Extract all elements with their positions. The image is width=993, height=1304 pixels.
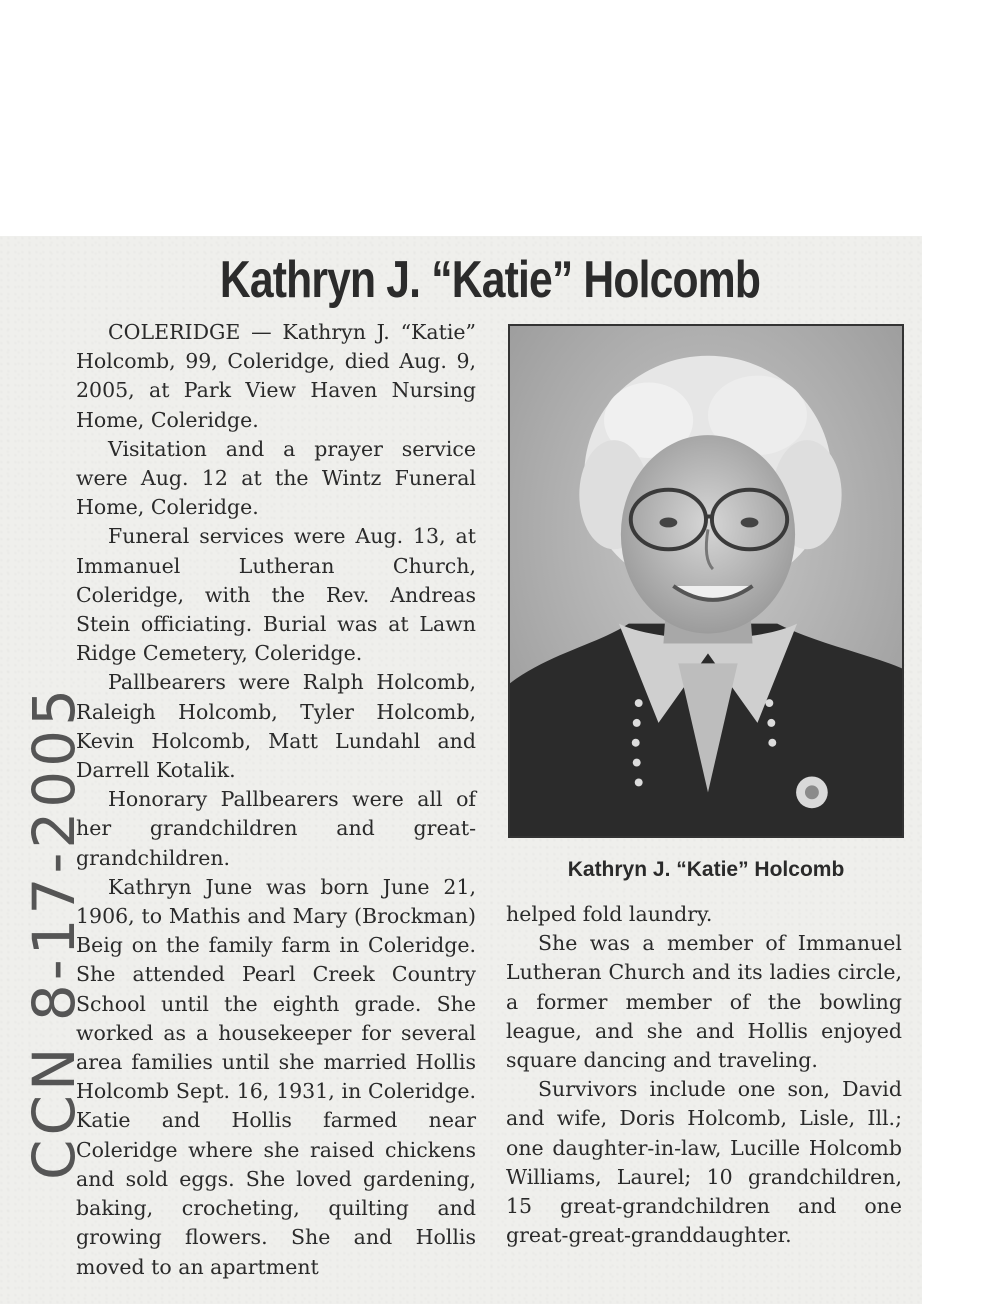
paragraph-funeral: Funeral services were Aug. 13, at Immanuel Lutheran Church, Coleridge, with the Rev. Andreas Stein officiating. Burial was at Lawn Ridge Cemetery, Coleridge. bbox=[76, 524, 476, 666]
handwritten-date-note: CCN 8-17-2005 bbox=[20, 685, 88, 1180]
right-column bbox=[506, 900, 902, 1250]
paragraph-survivors: Survivors include one son, David and wife, Doris Holcomb, Lisle, Ill.; one daughter-in-law, Lucille Holcomb Williams, Laurel; 10 grandchildren, 15 great-grandchildren and one great-great-granddaughter. bbox=[506, 1077, 902, 1248]
paragraph-memberships: She was a member of Immanuel Lutheran Church and its ladies circle, a former member of the bowling league, and she and Hollis enjoyed square dancing and traveling. bbox=[506, 931, 902, 1073]
left-column bbox=[76, 318, 476, 1282]
paragraph-continued: helped fold laundry. bbox=[506, 902, 713, 926]
paragraph-death-notice: COLERIDGE — Kathryn J. “Katie” Holcomb, 99, Coleridge, died Aug. 9, 2005, at Park View Haven Nursing Home, Coleridge. bbox=[76, 320, 476, 432]
obituary-headline: Kathryn J. “Katie” Holcomb bbox=[219, 251, 761, 309]
newspaper-clipping bbox=[0, 236, 922, 1304]
portrait-image bbox=[510, 326, 902, 836]
paragraph-honorary-pallbearers: Honorary Pallbearers were all of her grandchildren and great-grandchildren. bbox=[76, 787, 476, 870]
paragraph-visitation: Visitation and a prayer service were Aug. 12 at the Wintz Funeral Home, Coleridge. bbox=[76, 436, 476, 520]
photo-caption: Kathryn J. “Katie” Holcomb bbox=[567, 858, 845, 881]
portrait-photo bbox=[508, 324, 904, 838]
paragraph-biography: Kathryn June was born June 21, 1906, to Mathis and Mary (Brockman) Beig on the family farm in Coleridge. She attended Pearl Creek Country School until the eighth grade. She worked as a housekeeper for several area families until she married Hollis Holcomb Sept. 16, 1931, in Coleridge. Katie and Hollis farmed near Coleridge where she raised chickens and sold eggs. She loved gardening, baking, crocheting, quilting and growing flowers. She and Hollis moved to an apartment bbox=[76, 874, 476, 1279]
paragraph-pallbearers: Pallbearers were Ralph Holcomb, Raleigh Holcomb, Tyler Holcomb, Kevin Holcomb, Matt Lundahl and Darrell Kotalik. bbox=[76, 670, 476, 783]
